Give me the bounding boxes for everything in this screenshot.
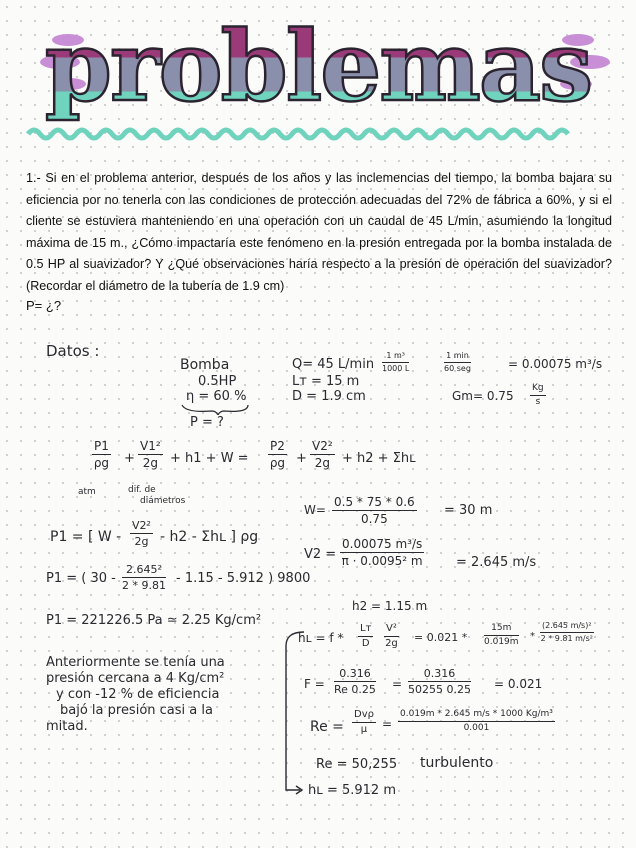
observation-line-2: presión cercana a 4 Kg/cm² <box>46 671 225 686</box>
bernoulli-v1-term: $\frac{\text{V1²}}{2g}$ <box>140 439 161 470</box>
p1-formula-start: P1 = [ W - <box>50 529 122 545</box>
p1-formula-tail: - h2 - Σhʟ ] ρg <box>160 529 259 545</box>
bernoulli-p1-term: $\frac{P1}{\rho g}$ <box>93 439 110 470</box>
efficiency-value: η = 60 % <box>186 389 247 404</box>
head-loss-frac-2: $\frac{\text{V²}}{2g}$ <box>385 623 398 649</box>
flow-result: = 0.00075 m³/s <box>508 357 603 371</box>
observation-line-3: y con -12 % de eficiencia <box>56 687 220 702</box>
work-label: W= <box>304 503 326 517</box>
p1-substitution-tail: - 1.15 - 5.912 ) 9800 <box>176 571 311 586</box>
mint-wave-underline <box>28 130 568 138</box>
length-value: Lт = 15 m <box>292 374 360 389</box>
velocity-label: V2 = <box>304 547 337 562</box>
note-atm: atm <box>78 487 96 497</box>
velocity-fraction: $\frac{\text{0.00075 m³/s}}{\text{π · 0.0095² m}}$ <box>341 537 423 568</box>
turbulent-note: turbulento <box>420 755 494 771</box>
flow-conversion-1: $\frac{\text{1 m³}}{1000 L}$ <box>382 351 410 373</box>
bernoulli-tail: + h2 + Σhʟ <box>342 451 416 466</box>
work-result: = 30 m <box>444 503 493 518</box>
observation-line-4: bajó la presión casi a la <box>60 703 213 718</box>
head-loss-times: * <box>530 631 535 642</box>
power-value: 0.5HP <box>198 374 237 389</box>
flow-label: Q= 45 L/min <box>292 357 375 372</box>
datos-heading: Datos : <box>46 342 100 360</box>
bernoulli-middle: + h1 + W = <box>170 451 249 466</box>
note-diametros: diámetros <box>140 496 186 506</box>
page-title: problemas <box>44 10 592 123</box>
head-loss-middle: = 0.021 * <box>414 631 468 644</box>
bernoulli-plus: + <box>124 451 135 466</box>
reynolds-label: Re = <box>310 719 344 735</box>
friction-result: = 0.021 <box>494 677 543 691</box>
p1-substitution-fraction: $\frac{\text{2.645²}}{2 * 9.81}$ <box>122 563 166 592</box>
head-loss-label: hʟ = f * <box>298 631 344 645</box>
mass-flow-unit: $\frac{Kg}{s}$ <box>532 383 544 407</box>
observation-line-5: mitad. <box>46 719 88 734</box>
work-fraction: $\frac{0.5 * 75 * 0.6}{0.75}$ <box>334 495 415 526</box>
p1-substitution-start: P1 = ( 30 - <box>46 571 116 586</box>
title-banner <box>0 0 636 150</box>
head-loss-frac-4: $\frac{\text{(2.645 m/s)²}}{\text{2 * 9.81 m/s²}}$ <box>540 621 593 643</box>
bomba-label: Bomba <box>180 357 230 373</box>
head-loss-frac-1: Lт D <box>360 623 372 649</box>
problem-statement: 1.- Si en el problema anterior, después de los años y las inclemencias del tiempo, la bomba bajara su eficiencia por no tenerla con las condiciones de protección adecuadas del 72% de fábrica a 60%, y si el cliente se estuviera manteniendo en una operación con un caudal de 45 L/min, asumiendo la longitud máxima de 15 m., ¿Cómo impactaría este fenómeno en la presión entregada por la bomba instalada de 0.5 HP al suavizador? Y ¿Qué observaciones haría respecto a la presión de operación del suavizador? (Recordar el diámetro de la tubería de 1.9 cm) <box>26 171 612 293</box>
brace-decoration <box>180 403 250 415</box>
p1-result: P1 = 221226.5 Pa ≃ 2.25 Kg/cm² <box>46 613 262 628</box>
bernoulli-p2-term: $\frac{P2}{\rho g}$ <box>269 439 286 470</box>
head-loss-result: hʟ = 5.912 m <box>308 783 396 798</box>
head-loss-frac-3: $\frac{15m}{0.019m}$ <box>484 623 519 647</box>
reynolds-frac-1: Dvρ μ <box>354 709 374 735</box>
mass-flow-label: Gm= 0.75 <box>452 389 514 403</box>
p1-formula-v: $\frac{\text{V2²}}{2g}$ <box>132 519 151 548</box>
question-unknown: P= ¿? <box>26 298 62 313</box>
friction-frac-1: $\frac{0.316}{Re 0.25}$ <box>334 667 376 696</box>
reynolds-frac-2: $\frac{\text{0.019m * 2.645 m/s * 1000 Kg/m³}}{0.001}$ <box>400 709 553 733</box>
flow-conversion-2: 1 min 60 seg <box>444 351 471 373</box>
friction-equals: = <box>392 677 403 691</box>
friction-label: F = <box>304 677 325 691</box>
reynolds-result: Re = 50,255 <box>316 757 398 772</box>
bernoulli-plus-2: + <box>296 451 307 466</box>
observation-line-1: Anteriormente se tenía una <box>46 655 225 670</box>
pressure-unknown: P = ? <box>190 415 224 430</box>
bracket-arrow <box>280 626 310 798</box>
reynolds-equals: = <box>382 717 393 731</box>
h2-value: h2 = 1.15 m <box>352 599 428 613</box>
note-dif: dif. de <box>128 485 156 495</box>
diameter-value: D = 1.9 cm <box>292 389 366 404</box>
bernoulli-v2-term: $\frac{\text{V2²}}{2g}$ <box>312 439 333 470</box>
friction-frac-2: $\frac{0.316}{50255 0.25}$ <box>408 667 471 696</box>
velocity-result: = 2.645 m/s <box>456 555 537 570</box>
